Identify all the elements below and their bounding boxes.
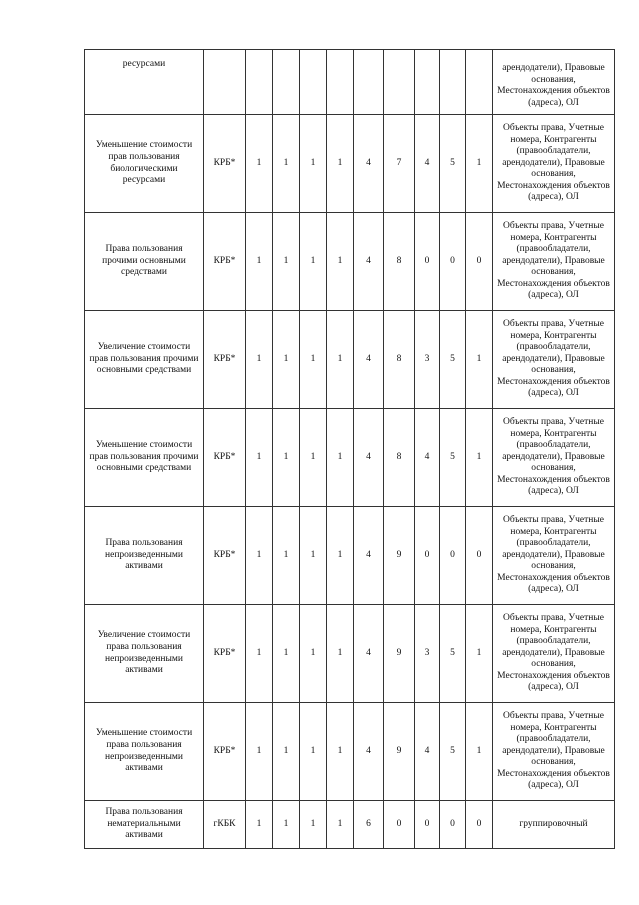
- code-type-cell: КРБ*: [204, 507, 246, 605]
- account-digit-cell: 4: [415, 409, 440, 507]
- table-row: [85, 115, 615, 213]
- account-digit-cell: 9: [384, 507, 415, 605]
- account-digit-cell: 0: [440, 801, 466, 849]
- account-digit-cell: 1: [300, 507, 327, 605]
- account-name-cell: Уменьшение стоимости прав пользования биологическими ресурсами: [85, 115, 204, 213]
- account-digit-cell: [354, 50, 384, 115]
- account-digit-cell: 4: [354, 409, 384, 507]
- account-name-cell: Увеличение стоимости права пользования непроизведенными активами: [85, 605, 204, 703]
- analytics-note-cell: Объекты права, Учетные номера, Контрагенты (правообладатели, арендодатели), Правовые основания, Местонахождения объектов (адреса), ОЛ: [493, 213, 615, 311]
- account-name-cell: Уменьшение стоимости права пользования непроизведенными активами: [85, 703, 204, 801]
- account-digit-cell: 1: [300, 801, 327, 849]
- account-digit-cell: 0: [440, 213, 466, 311]
- account-digit-cell: 1: [300, 605, 327, 703]
- account-digit-cell: 1: [327, 409, 354, 507]
- account-digit-cell: 1: [246, 507, 273, 605]
- account-digit-cell: 1: [466, 115, 493, 213]
- account-digit-cell: 1: [327, 213, 354, 311]
- account-digit-cell: 4: [354, 507, 384, 605]
- code-type-cell: КРБ*: [204, 213, 246, 311]
- account-digit-cell: 4: [415, 115, 440, 213]
- account-digit-cell: [415, 50, 440, 115]
- account-digit-cell: [466, 50, 493, 115]
- account-name-cell: Права пользования непроизведенными активами: [85, 507, 204, 605]
- account-digit-cell: 5: [440, 115, 466, 213]
- account-digit-cell: [246, 50, 273, 115]
- account-digit-cell: 0: [384, 801, 415, 849]
- account-digit-cell: 1: [273, 213, 300, 311]
- account-digit-cell: 1: [466, 703, 493, 801]
- account-digit-cell: 5: [440, 703, 466, 801]
- account-digit-cell: 1: [327, 801, 354, 849]
- account-digit-cell: 0: [440, 507, 466, 605]
- account-name-cell: Увеличение стоимости прав пользования прочими основными средствами: [85, 311, 204, 409]
- account-digit-cell: 5: [440, 311, 466, 409]
- accounts-table: [84, 49, 615, 849]
- account-digit-cell: 6: [354, 801, 384, 849]
- account-digit-cell: 1: [300, 213, 327, 311]
- analytics-note-cell: группировочный: [493, 801, 615, 849]
- account-digit-cell: 3: [415, 605, 440, 703]
- account-digit-cell: 9: [384, 703, 415, 801]
- account-digit-cell: 4: [415, 703, 440, 801]
- account-digit-cell: 4: [354, 605, 384, 703]
- account-digit-cell: 1: [327, 605, 354, 703]
- account-digit-cell: 4: [354, 703, 384, 801]
- account-digit-cell: 3: [415, 311, 440, 409]
- account-digit-cell: 1: [273, 703, 300, 801]
- account-digit-cell: 1: [246, 213, 273, 311]
- account-digit-cell: 1: [327, 311, 354, 409]
- analytics-note-cell: Объекты права, Учетные номера, Контрагенты (правообладатели, арендодатели), Правовые основания, Местонахождения объектов (адреса), ОЛ: [493, 507, 615, 605]
- account-digit-cell: 0: [466, 213, 493, 311]
- table-row: [85, 605, 615, 703]
- code-type-cell: гКБК: [204, 801, 246, 849]
- account-digit-cell: 0: [466, 801, 493, 849]
- account-digit-cell: 1: [246, 311, 273, 409]
- table-row: [85, 213, 615, 311]
- account-name-cell: Права пользования нематериальными активами: [85, 801, 204, 849]
- account-digit-cell: 1: [327, 703, 354, 801]
- analytics-note-cell: Объекты права, Учетные номера, Контрагенты (правообладатели, арендодатели), Правовые основания, Местонахождения объектов (адреса), ОЛ: [493, 409, 615, 507]
- account-digit-cell: 0: [415, 507, 440, 605]
- table-row: [85, 507, 615, 605]
- account-digit-cell: 1: [300, 409, 327, 507]
- account-digit-cell: [273, 50, 300, 115]
- account-name-cell: Права пользования прочими основными средствами: [85, 213, 204, 311]
- account-digit-cell: 4: [354, 311, 384, 409]
- code-type-cell: КРБ*: [204, 311, 246, 409]
- account-digit-cell: 1: [246, 409, 273, 507]
- account-digit-cell: 4: [354, 115, 384, 213]
- table-row: [85, 50, 615, 115]
- analytics-note-cell: Объекты права, Учетные номера, Контрагенты (правообладатели, арендодатели), Правовые основания, Местонахождения объектов (адреса), ОЛ: [493, 703, 615, 801]
- account-digit-cell: 8: [384, 213, 415, 311]
- account-digit-cell: [300, 50, 327, 115]
- account-digit-cell: 1: [327, 507, 354, 605]
- account-digit-cell: 1: [273, 605, 300, 703]
- account-digit-cell: 1: [327, 115, 354, 213]
- account-digit-cell: 1: [246, 703, 273, 801]
- table-row: [85, 703, 615, 801]
- account-digit-cell: 1: [273, 409, 300, 507]
- code-type-cell: КРБ*: [204, 409, 246, 507]
- account-digit-cell: 8: [384, 409, 415, 507]
- analytics-note-cell: Объекты права, Учетные номера, Контрагенты (правообладатели, арендодатели), Правовые основания, Местонахождения объектов (адреса), ОЛ: [493, 115, 615, 213]
- account-digit-cell: 9: [384, 605, 415, 703]
- account-digit-cell: 1: [466, 409, 493, 507]
- account-digit-cell: 8: [384, 311, 415, 409]
- account-digit-cell: 4: [354, 213, 384, 311]
- account-name-cell: ресурсами: [85, 50, 204, 115]
- account-digit-cell: 1: [273, 115, 300, 213]
- code-type-cell: КРБ*: [204, 115, 246, 213]
- account-digit-cell: 1: [300, 703, 327, 801]
- account-digit-cell: 1: [273, 507, 300, 605]
- table-row: [85, 801, 615, 849]
- account-digit-cell: 1: [246, 605, 273, 703]
- account-digit-cell: [327, 50, 354, 115]
- code-type-cell: КРБ*: [204, 605, 246, 703]
- account-digit-cell: 0: [415, 213, 440, 311]
- account-digit-cell: 1: [300, 311, 327, 409]
- account-digit-cell: 1: [300, 115, 327, 213]
- account-digit-cell: 1: [273, 801, 300, 849]
- account-digit-cell: 5: [440, 409, 466, 507]
- account-digit-cell: 5: [440, 605, 466, 703]
- analytics-note-cell: Объекты права, Учетные номера, Контрагенты (правообладатели, арендодатели), Правовые основания, Местонахождения объектов (адреса), ОЛ: [493, 605, 615, 703]
- table-row: [85, 311, 615, 409]
- account-digit-cell: 0: [466, 507, 493, 605]
- account-digit-cell: 1: [246, 801, 273, 849]
- account-digit-cell: [384, 50, 415, 115]
- account-digit-cell: 1: [273, 311, 300, 409]
- account-digit-cell: 0: [415, 801, 440, 849]
- account-digit-cell: 1: [466, 605, 493, 703]
- account-digit-cell: 7: [384, 115, 415, 213]
- analytics-note-cell: арендодатели), Правовые основания, Местонахождения объектов (адреса), ОЛ: [493, 50, 615, 115]
- table-row: [85, 409, 615, 507]
- code-type-cell: [204, 50, 246, 115]
- account-digit-cell: 1: [246, 115, 273, 213]
- code-type-cell: КРБ*: [204, 703, 246, 801]
- account-name-cell: Уменьшение стоимости прав пользования прочими основными средствами: [85, 409, 204, 507]
- account-digit-cell: 1: [466, 311, 493, 409]
- account-digit-cell: [440, 50, 466, 115]
- analytics-note-cell: Объекты права, Учетные номера, Контрагенты (правообладатели, арендодатели), Правовые основания, Местонахождения объектов (адреса), ОЛ: [493, 311, 615, 409]
